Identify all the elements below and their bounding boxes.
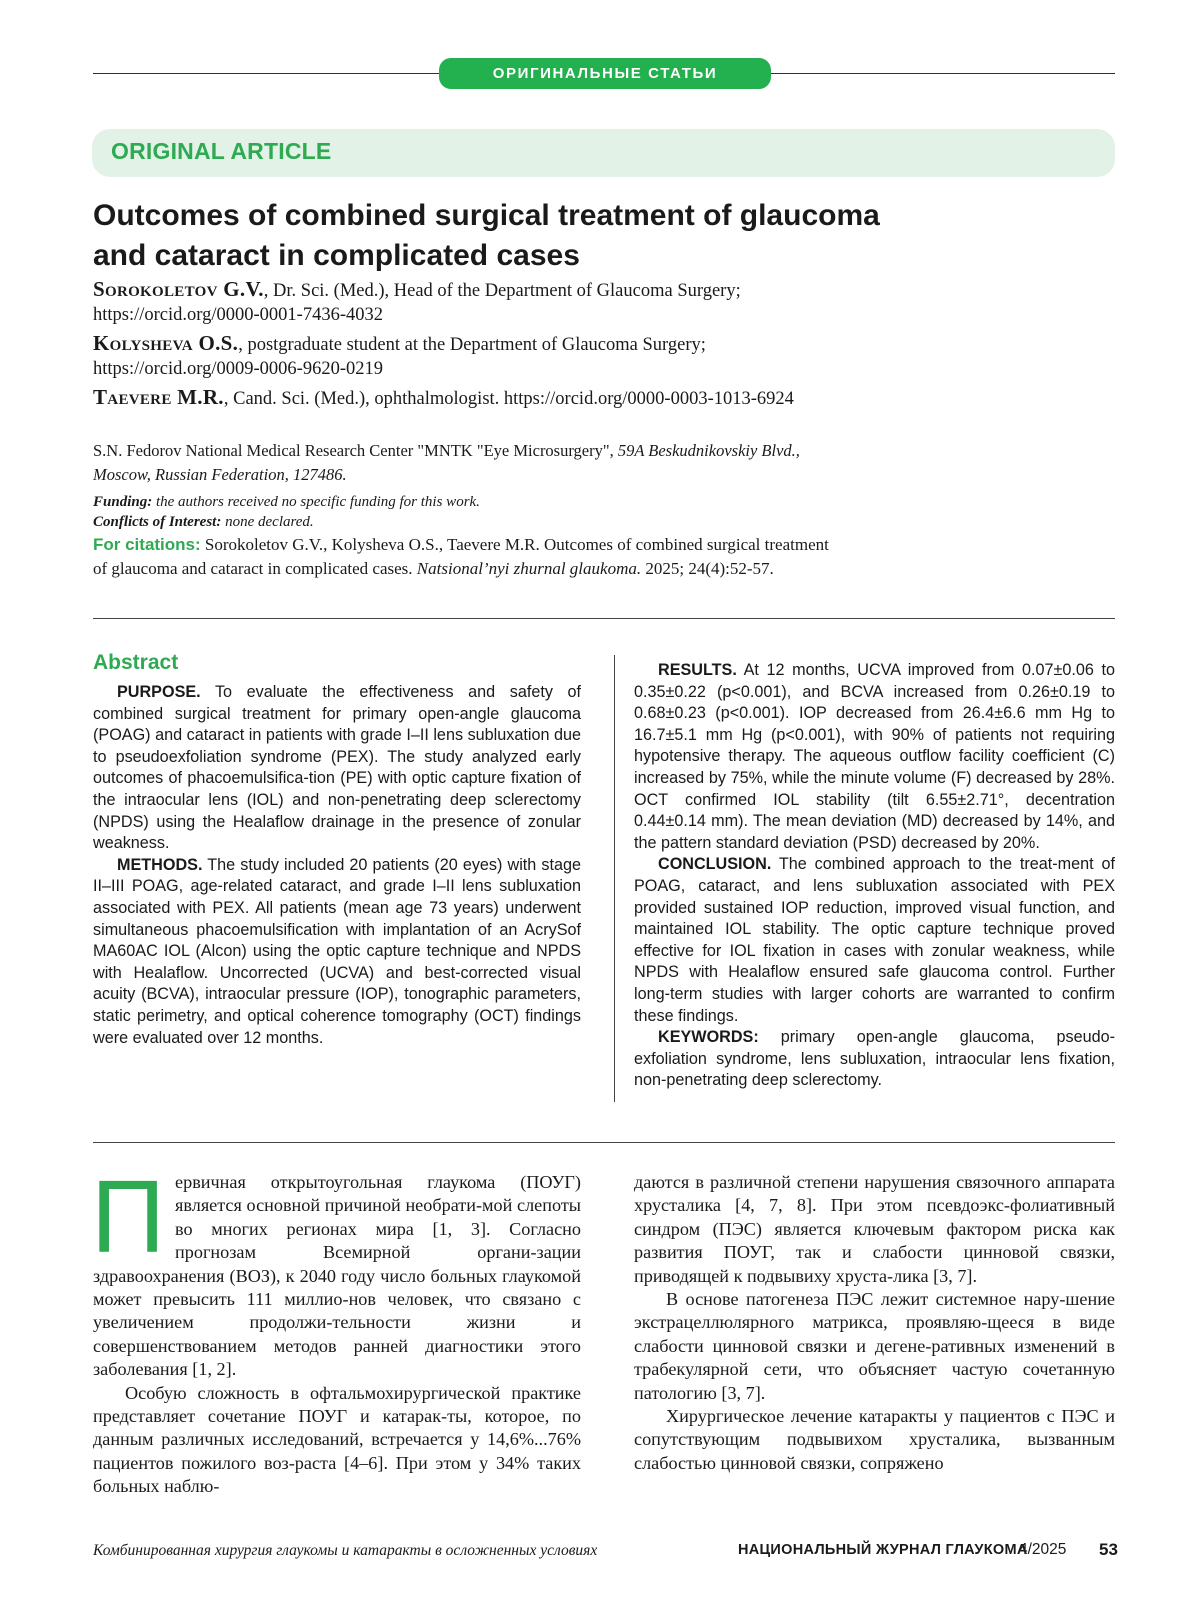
keywords-text: primary open-angle glaucoma, pseudo-exfoliation syndrome, lens subluxation, intraocular lens fixation, non-penetrating deep sclerectomy.	[634, 1028, 1115, 1089]
purpose-text: To evaluate the effectiveness and safety of combined surgical treatment for primary open-angle glaucoma (POAG) and cataract in patients with grade I–II lens subluxation due to pseudoexfoliation syndrome (PEX). The study analyzed early outcomes of phacoemulsifica-tion (PE) with optic capture fixation of the intraocular lens (IOL) and non-penetrating deep sclerectomy (NPDS) using the Healaflow drainage in the presence of zonular weakness.	[93, 683, 581, 852]
journal-issue: 4/2025	[1019, 1541, 1066, 1559]
author-details: , postgraduate student at the Department of Glaucoma Surgery;	[238, 335, 706, 355]
drop-cap: П	[91, 1173, 165, 1259]
body-paragraph	[634, 1288, 1115, 1405]
abstract-keywords	[634, 1027, 1115, 1092]
column-divider	[614, 655, 615, 1102]
body-text: даются в различной степени нарушения связочного аппарата хрусталика [4, 7, 8]. При этом псевдоэкс-фолиативный синдром (ПЭС) является ключевым фактором риска как развития ПОУГ, так и слабости цинновой связки, приводящей к подвывиху хруста-лика [3, 7].	[634, 1172, 1115, 1286]
author-entry	[93, 277, 1103, 327]
author-name: Sorokoletov G.V.	[93, 277, 264, 301]
citation-text: of glaucoma and cataract in complicated cases.	[93, 559, 417, 578]
affiliation-address: Moscow, Russian Federation, 127486.	[93, 465, 347, 484]
section-divider	[93, 1142, 1115, 1143]
abstract-results	[634, 660, 1115, 854]
body-right-column	[634, 1171, 1115, 1475]
abstract-purpose	[93, 682, 581, 855]
funding-label: Funding:	[93, 494, 152, 510]
abstract-heading: Abstract	[93, 651, 178, 675]
citation-tail: 2025; 24(4):52-57.	[641, 559, 774, 578]
body-paragraph	[93, 1382, 581, 1499]
affiliation-address: 59A Beskudnikovskiy Blvd.,	[618, 441, 800, 460]
page-number: 53	[1099, 1540, 1118, 1560]
author-details: , Cand. Sci. (Med.), ophthalmologist. https://orcid.org/0000-0003-1013-6924	[224, 389, 794, 409]
conflicts-text: none declared.	[221, 514, 313, 530]
article-type-label: ORIGINAL ARTICLE	[111, 138, 331, 165]
article-title-line: Outcomes of combined surgical treatment of glaucoma	[93, 196, 1093, 236]
abstract-left-column	[93, 682, 581, 1049]
running-title: Комбинированная хирургия глаукомы и катаракты в осложненных условиях	[93, 1542, 597, 1560]
body-text: ервичная открытоугольная глаукома (ПОУГ) является основной причиной необрати-мой слепоты во многих регионах мира [1, 3]. Согласно прогнозам Всемирной органи-зации здравоохранения (ВОЗ), к 2040 году число больных глаукомой может превысить 111 миллио-нов человек, что связано с увеличением продолжи-тельности жизни и совершенствованием методов ранней диагностики этого заболевания [1, 2].	[93, 1172, 581, 1379]
affiliation-org: S.N. Fedorov National Medical Research Center "MNTK "Eye Microsurgery",	[93, 441, 618, 460]
funding-text: the authors received no specific funding for this work.	[152, 494, 480, 510]
results-text: At 12 months, UCVA improved from 0.07±0.06 to 0.35±0.22 (p<0.001), and BCVA increased from 0.26±0.19 to 0.68±0.23 (p<0.001). IOP decreased from 26.4±6.6 mm Hg to 16.7±5.1 mm Hg (p<0.001), with 90% of patients not requiring hypotensive therapy. The aqueous outflow facility coefficient (C) increased by 75%, while the minute volume (F) decreased by 28%. OCT confirmed IOL stability (tilt 6.55±2.71°, decentration 0.44±0.14 mm). The mean deviation (MD) decreased by 14%, and the pattern standard deviation (PSD) decreased by 20%.	[634, 661, 1115, 852]
citation-text: Sorokoletov G.V., Kolysheva O.S., Taevere M.R. Outcomes of combined surgical treatment	[201, 535, 829, 554]
section-divider	[93, 618, 1115, 619]
section-label: ОРИГИНАЛЬНЫЕ СТАТЬИ	[439, 58, 771, 89]
body-text: Особую сложность в офтальмохирургической практике представляет сочетание ПОУГ и катарак-ты, которое, по данным различных исследований, встречается у 14,6%...76% пациентов пожилого воз-раста [4–6]. При этом у 34% таких больных наблю-	[93, 1383, 581, 1497]
keywords-label: KEYWORDS:	[658, 1028, 759, 1046]
body-left-column	[93, 1171, 581, 1499]
conclusion-text: The combined approach to the treat-ment of POAG, cataract, and lens subluxation associated with PEX provided sustained IOP reduction, improved visual function, and maintained IOL stability. The optic capture technique proved effective for IOL fixation in cases with zonular weakness, while NPDS with Healaflow ensured safe glaucoma control. Further long-term studies with larger cohorts are warranted to confirm these findings.	[634, 855, 1115, 1024]
body-text: В основе патогенеза ПЭС лежит системное нару-шение экстрацеллюлярного матрикса, проявляю-щееся в виде слабости цинновой связки и дегене-ративных изменений в трабекулярной сети, что объясняет частую сочетанную патологию [3, 7].	[634, 1289, 1115, 1403]
affiliation	[93, 439, 1093, 487]
citation-journal: Natsional’nyi zhurnal glaukoma.	[417, 559, 641, 578]
conflicts-label: Conflicts of Interest:	[93, 514, 221, 530]
author-name: Taevere M.R.	[93, 385, 224, 409]
abstract-right-column	[634, 660, 1115, 1092]
article-title	[93, 196, 1093, 276]
body-paragraph	[634, 1405, 1115, 1475]
methods-text: The study included 20 patients (20 eyes) with stage II–III POAG, age-related cataract, and grade I–II lens subluxation associated with PEX. All patients (mean age 73 years) underwent simultaneous phacoemulsification with implantation of an AcrySof MA60AC IOL (Alcon) using the optic capture technique and NPDS with Healaflow. Uncorrected (UCVA) and best-corrected visual acuity (BCVA), intraocular pressure (IOP), tonographic parameters, static perimetry, and optical coherence tomography (OCT) findings were evaluated over 12 months.	[93, 856, 581, 1047]
article-title-line: and cataract in complicated cases	[93, 236, 1093, 276]
author-name: Kolysheva O.S.	[93, 331, 238, 355]
body-paragraph	[634, 1171, 1115, 1288]
conclusion-label: CONCLUSION.	[658, 855, 771, 873]
funding-block	[93, 492, 1093, 532]
purpose-label: PURPOSE.	[117, 683, 201, 701]
article-type-band	[92, 129, 1115, 177]
abstract-conclusion	[634, 854, 1115, 1027]
abstract-methods	[93, 855, 581, 1049]
author-entry	[93, 385, 1103, 411]
author-orcid[interactable]: https://orcid.org/0000-0001-7436-4032	[93, 305, 383, 325]
author-entry	[93, 331, 1103, 381]
results-label: RESULTS.	[658, 661, 737, 679]
author-details: , Dr. Sci. (Med.), Head of the Department of Glaucoma Surgery;	[264, 281, 741, 301]
journal-name: НАЦИОНАЛЬНЫЙ ЖУРНАЛ ГЛАУКОМА	[738, 1542, 1028, 1558]
citation-label: For citations:	[93, 535, 201, 554]
author-orcid[interactable]: https://orcid.org/0009-0006-9620-0219	[93, 359, 383, 379]
methods-label: METHODS.	[117, 856, 202, 874]
citation-block	[93, 533, 1093, 581]
body-paragraph	[93, 1171, 581, 1382]
body-text: Хирургическое лечение катаракты у пациентов с ПЭС и сопутствующим подвывихом хрусталика, вызванным слабостью цинновой связки, сопряжено	[634, 1406, 1115, 1473]
